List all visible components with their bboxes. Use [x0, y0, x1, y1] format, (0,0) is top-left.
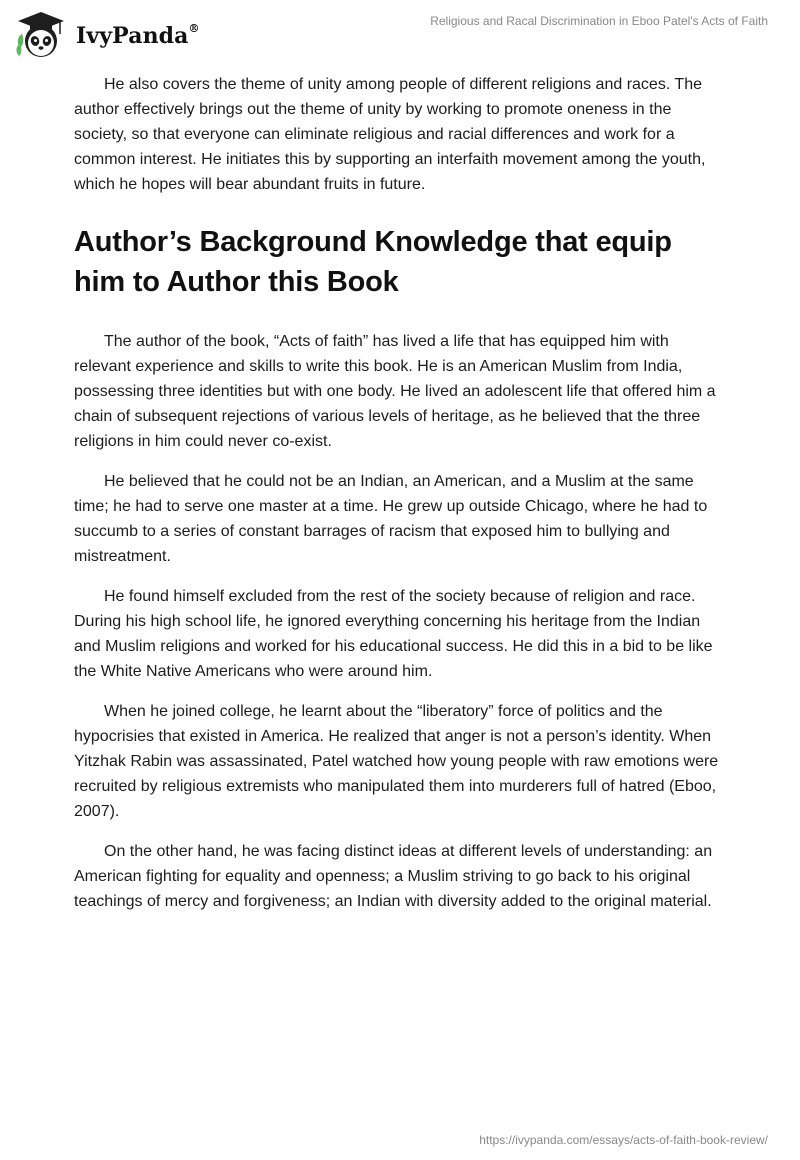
registered-mark: ® — [188, 21, 200, 35]
brand-name: IvyPanda® — [76, 21, 200, 49]
body-paragraph: When he joined college, he learnt about the “liberatory” force of politics and the hypocrisies that existed in America. He realized that anger is not a person’s identity. When Yitzhak Rabin was assassinated, Patel watched how young people with raw emotions were recruited by religious extremists who manipulated them into murderers full of hatred (Eboo, 2007). — [74, 703, 719, 820]
document-title: Religious and Racal Discrimination in Eboo Patel's Acts of Faith — [430, 14, 768, 28]
body-paragraph: He found himself excluded from the rest of the society because of religion and race. During his high school life, he ignored everything concerning his heritage from the Indian and Muslim religions and worked for his educational success. He did this in a bid to be like the White Native Americans who were around him. — [74, 588, 713, 680]
section-heading: Author’s Background Knowledge that equip him to Author this Book — [74, 226, 672, 298]
body-paragraph: The author of the book, “Acts of faith” has lived a life that has equipped him with relevant experience and skills to write this book. He is an American Muslim from India, possessing three identities but with one body. He lived an adolescent life that offered him a chain of subsequent rejections of various levels of heritage, as he believed that the three religions in him could never co-exist. — [74, 333, 716, 450]
body-paragraph: On the other hand, he was facing distinct ideas at different levels of understanding: an American fighting for equality and openness; a Muslim striving to go back to his original teachings of mercy and forgiveness; an Indian with diversity added to the original material. — [74, 843, 713, 910]
page-header — [0, 0, 800, 70]
source-url[interactable]: https://ivypanda.com/essays/acts-of-faith-book-review/ — [479, 1133, 768, 1147]
ivypanda-logo[interactable] — [14, 8, 200, 62]
panda-graduate-icon — [14, 8, 68, 62]
body-paragraph: He believed that he could not be an Indian, an American, and a Muslim at the same time; he had to serve one master at a time. He grew up outside Chicago, where he had to succumb to a series of constant barrages of racism that exposed him to bullying and mistreatment. — [74, 473, 708, 565]
essay-content — [74, 72, 726, 929]
intro-paragraph: He also covers the theme of unity among people of different religions and races. The author effectively brings out the theme of unity by working to promote oneness in the society, so that everyone can eliminate religious and racial differences and work for a common interest. He initiates this by supporting an interfaith movement among the youth, which he hopes will bear abundant fruits in future. — [74, 76, 706, 193]
